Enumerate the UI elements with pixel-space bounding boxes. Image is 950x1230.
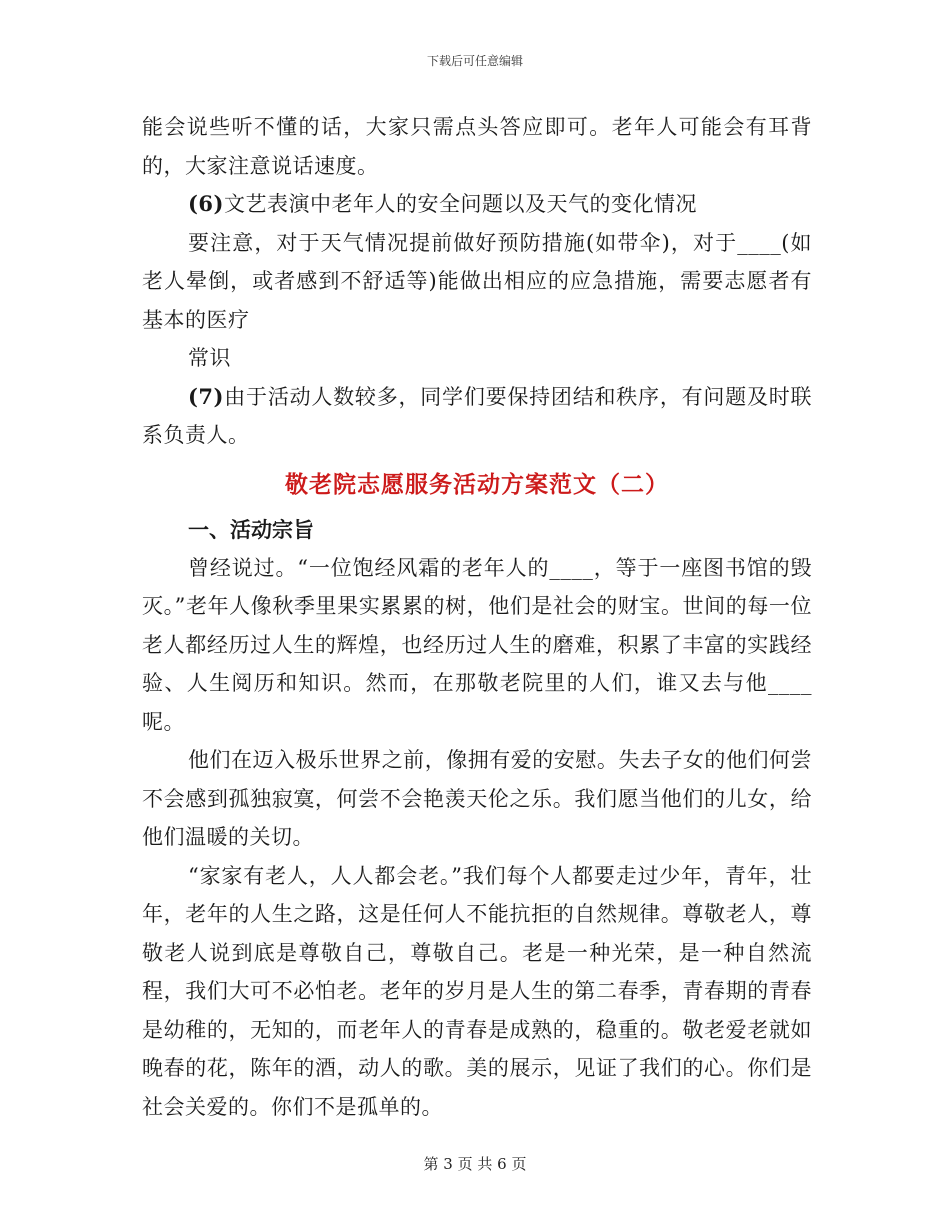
paragraph-weather-note: 要注意，对于天气情况提前做好预防措施(如带伞)，对于____(如老人晕倒，或者感到不舒适等)能做出相应的应急措施，需要志愿者有基本的医疗 bbox=[142, 230, 812, 332]
page-header: 下载后可任意编辑 bbox=[426, 54, 523, 68]
list-item-7-number: (7) bbox=[188, 383, 224, 409]
body-paragraph: 曾经说过。“一位饱经风霜的老年人的____，等于一座图书馆的毁灭。”老年人像秋季里果实累累的树，他们是社会的财宝。世间的每一位老人都经历过人生的辉煌，也经历过人生的磨难，积累了丰富的实践经验、人生阅历和知识。然而，在那敬老院里的人们，谁又去与他____呢。 bbox=[142, 555, 812, 734]
body-paragraph: “家家有老人，人人都会老。”我们每个人都要走过少年，青年，壮年，老年的人生之路，这是任何人不能抗拒的自然规律。尊敬老人，尊敬老人说到底是尊敬自己，尊敬自己。老是一种光荣，是一种自然流程，我们大可不必怕老。老年的岁月是人生的第二春季，青春期的青春是幼稚的，无知的，而老年人的青春是成熟的，稳重的。敬老爱老就如晚春的花，陈年的酒，动人的歌。美的展示，见证了我们的心。你们是社会关爱的。你们不是孤单的。 bbox=[142, 863, 812, 1119]
paragraph-common-sense: 常识 bbox=[188, 346, 231, 370]
page-footer: 第 3 页 共 6 页 bbox=[423, 1155, 527, 1173]
list-item-7 bbox=[142, 378, 812, 455]
list-item-6 bbox=[142, 185, 812, 224]
list-item-7-text: 由于活动人数较多，同学们要保持团结和秩序，有问题及时联系负责人。 bbox=[142, 384, 812, 447]
section-heading-purpose: 一、活动宗旨 bbox=[188, 516, 314, 542]
section-title: 敬老院志愿服务活动方案范文（二） bbox=[285, 470, 669, 498]
body-paragraph: 他们在迈入极乐世界之前，像拥有爱的安慰。失去子女的他们何尝不会感到孤独寂寞，何尝不会艳羡天伦之乐。我们愿当他们的儿女，给他们温暖的关切。 bbox=[142, 748, 812, 849]
list-item-6-number: (6) bbox=[188, 191, 224, 216]
paragraph-continuation: 能会说些听不懂的话，大家只需点头答应即可。老年人可能会有耳背的，大家注意说话速度。 bbox=[142, 115, 812, 178]
list-item-6-text: 文艺表演中老年人的安全问题以及天气的变化情况 bbox=[223, 192, 697, 216]
document-body bbox=[142, 108, 812, 1126]
